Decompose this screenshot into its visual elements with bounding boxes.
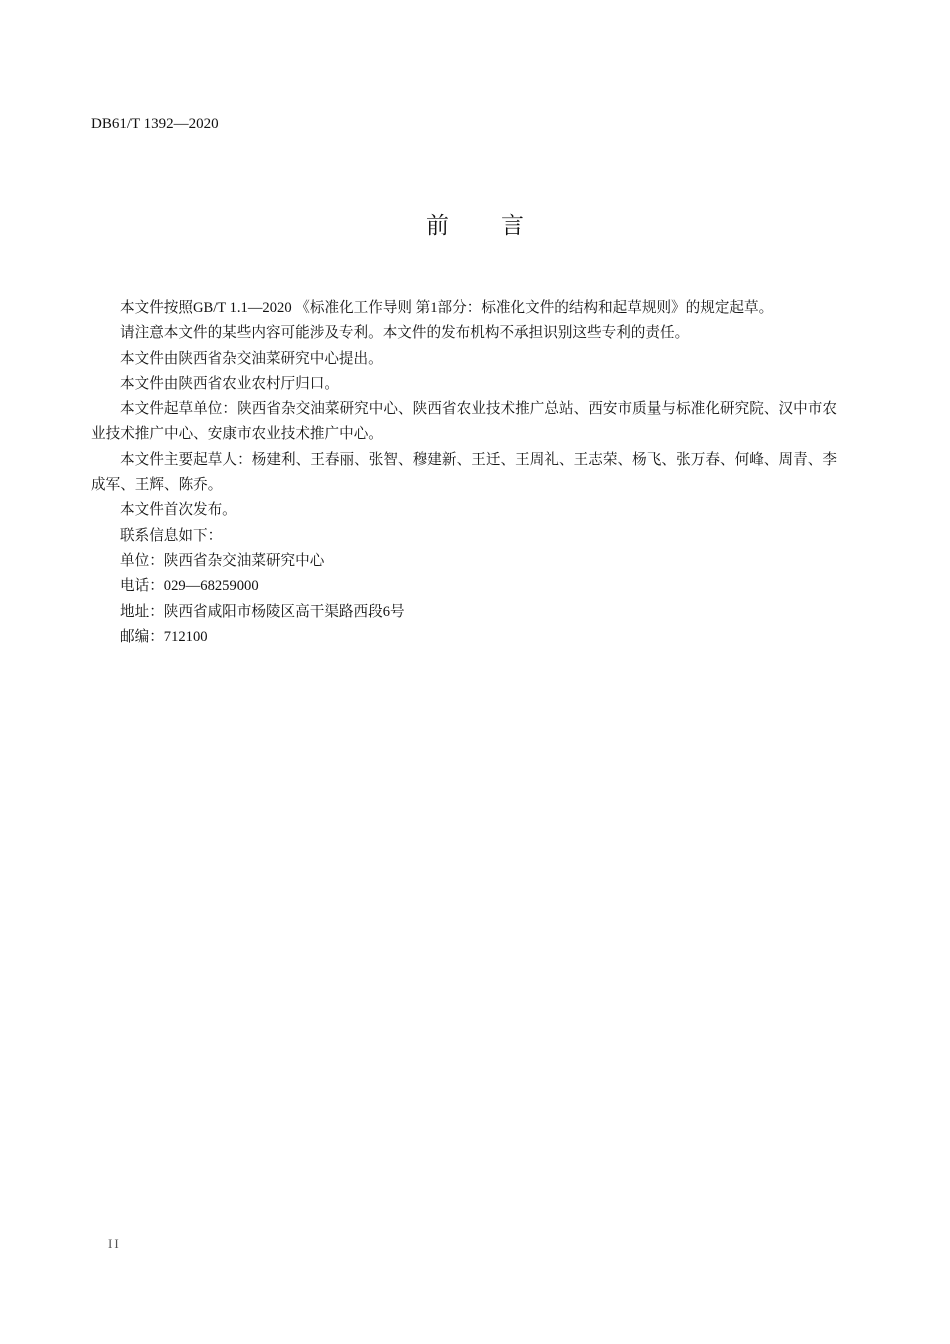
foreword-body xyxy=(91,296,837,650)
paragraph-drafting-rules: 本文件按照GB/T 1.1—2020 《标准化工作导则 第1部分：标准化文件的结构和起草规则》的规定起草。 xyxy=(120,300,774,316)
title-char-2: 言 xyxy=(501,213,524,239)
page-number: II xyxy=(108,1236,121,1251)
page-title xyxy=(0,210,950,242)
contact-phone: 电话：029—68259000 xyxy=(120,578,259,595)
paragraph-first-release: 本文件首次发布。 xyxy=(120,502,237,519)
paragraph-drafting-units: 本文件起草单位：陕西省杂交油菜研究中心、陕西省农业技术推广总站、西安市质量与标准化研究院、汉中市农业技术推广中心、安康市农业技术推广中心。 xyxy=(91,401,837,443)
contact-address: 地址：陕西省咸阳市杨陵区高干渠路西段6号 xyxy=(120,603,405,620)
document-code: DB61/T 1392—2020 xyxy=(91,116,219,132)
paragraph-patent-notice: 请注意本文件的某些内容可能涉及专利。本文件的发布机构不承担识别这些专利的责任。 xyxy=(120,325,690,342)
contact-unit: 单位：陕西省杂交油菜研究中心 xyxy=(120,552,325,569)
paragraph-administrator: 本文件由陕西省农业农村厅归口。 xyxy=(120,375,339,392)
title-char-1: 前 xyxy=(426,213,449,239)
paragraph-drafters: 本文件主要起草人：杨建利、王春丽、张智、穆建新、王迁、王周礼、王志荣、杨飞、张万春、何峰、周青、李成军、王辉、陈乔。 xyxy=(91,451,837,494)
contact-postcode: 邮编：712100 xyxy=(120,628,208,645)
paragraph-proposer: 本文件由陕西省杂交油菜研究中心提出。 xyxy=(120,350,383,367)
paragraph-contact-intro: 联系信息如下： xyxy=(120,527,223,544)
